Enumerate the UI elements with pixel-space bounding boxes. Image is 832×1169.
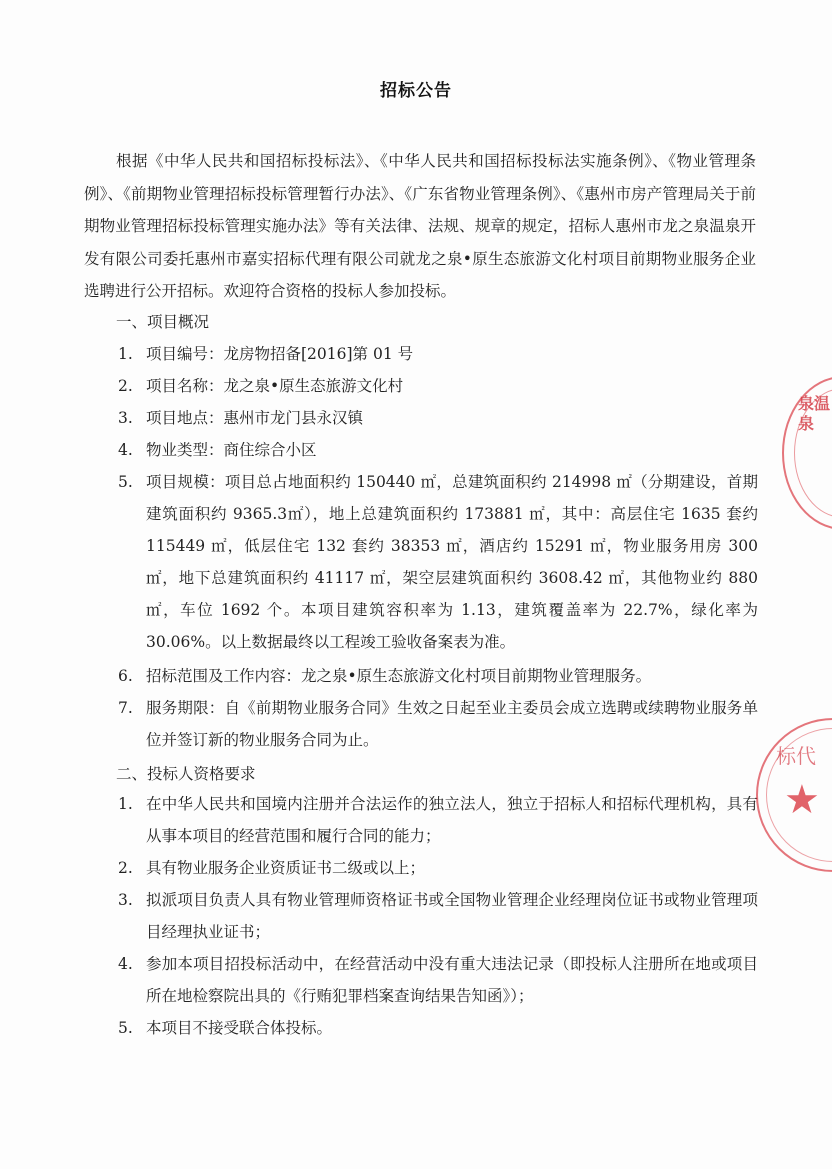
document-title: 招标公告 <box>380 81 452 101</box>
item-text: 拟派项目负责人具有物业管理师资格证书或全国物业管理企业经理岗位证书或物业管理项目经理执业证书； <box>146 891 758 941</box>
item-number: 1. <box>118 795 133 813</box>
item-number: 3. <box>118 409 133 427</box>
item-text: 本项目不接受联合体投标。 <box>146 1019 333 1037</box>
agency-seal <box>756 718 832 872</box>
item-text: 项目规模：项目总占地面积约 150440 ㎡，总建筑面积约 214998 ㎡（分期建设，首期建筑面积约 9365.3㎡），地上总建筑面积约 173881 ㎡，其中：高层住宅 1635 套约 115449 ㎡，低层住宅 132 套约 38353 ㎡，酒店约 15291 ㎡，物业服务用房 300 ㎡，地下总建筑面积约 41117 ㎡，架空层建筑面积约 3608.42 ㎡，其他物业约 880 ㎡，车位 1692 个。本项目建筑容积率为 1.13，建筑覆盖率为 22.7%，绿化率为 30.06%。以上数据最终以工程竣工验收备案表为准。 <box>146 473 758 651</box>
item-number: 2. <box>118 859 133 877</box>
item-text: 项目编号：龙房物招备[2016]第 01 号 <box>146 345 414 363</box>
item-text: 在中华人民共和国境内注册并合法运作的独立法人，独立于招标人和招标代理机构，具有从事本项目的经营范围和履行合同的能力； <box>146 795 758 845</box>
item-number: 2. <box>118 377 133 395</box>
list-item <box>118 370 758 402</box>
item-number: 1. <box>118 345 133 363</box>
item-text: 招标范围及工作内容：龙之泉•原生态旅游文化村项目前期物业管理服务。 <box>146 667 652 685</box>
item-text: 项目名称：龙之泉•原生态旅游文化村 <box>146 377 404 395</box>
list-item <box>118 402 758 434</box>
seal-lettering: 泉温泉 <box>798 394 831 433</box>
item-text: 服务期限：自《前期物业服务合同》生效之日起至业主委员会成立选聘或续聘物业服务单位并签订新的物业服务合同为止。 <box>146 699 758 749</box>
list-item <box>118 434 758 466</box>
list-item <box>118 466 758 658</box>
item-text: 物业类型：商住综合小区 <box>146 441 317 459</box>
item-number: 5. <box>118 1019 133 1037</box>
section-heading-overview: 一、项目概况 <box>116 313 210 331</box>
intro-paragraph: 根据《中华人民共和国招标投标法》、《中华人民共和国招标投标法实施条例》、《物业管理条例》、《前期物业管理招标投标管理暂行办法》、《广东省物业管理条例》、《惠州市房产管理局关于前期物业管理招标投标管理实施办法》等有关法律、法规、规章的规定，招标人惠州市龙之泉温泉开发有限公司委托惠州市嘉实招标代理有限公司就龙之泉•原生态旅游文化村项目前期物业服务企业选聘进行公开招标。欢迎符合资格的投标人参加投标。 <box>84 152 756 300</box>
section-heading-qualifications: 二、投标人资格要求 <box>116 765 256 783</box>
list-item <box>118 884 758 948</box>
item-number: 6. <box>118 667 133 685</box>
item-text: 项目地点：惠州市龙门县永汉镇 <box>146 409 364 427</box>
list-item <box>118 948 758 1012</box>
company-seal-top <box>782 376 832 530</box>
list-item <box>118 852 758 884</box>
list-item <box>118 338 758 370</box>
list-item <box>118 1012 758 1044</box>
item-text: 参加本项目招投标活动中，在经营活动中没有重大违法记录（即投标人注册所在地或项目所在地检察院出具的《行贿犯罪档案查询结果告知函》）； <box>146 955 758 1005</box>
item-text: 具有物业服务企业资质证书二级或以上； <box>146 859 426 877</box>
item-number: 5. <box>118 473 133 491</box>
item-number: 7. <box>118 699 133 717</box>
list-item <box>118 660 758 692</box>
item-number: 4. <box>118 955 133 973</box>
list-item <box>118 692 758 756</box>
item-number: 3. <box>118 891 133 909</box>
list-item <box>118 788 758 852</box>
seal-star-icon: ★ <box>784 777 820 823</box>
item-number: 4. <box>118 441 133 459</box>
seal-lettering: 标代 <box>776 744 816 768</box>
